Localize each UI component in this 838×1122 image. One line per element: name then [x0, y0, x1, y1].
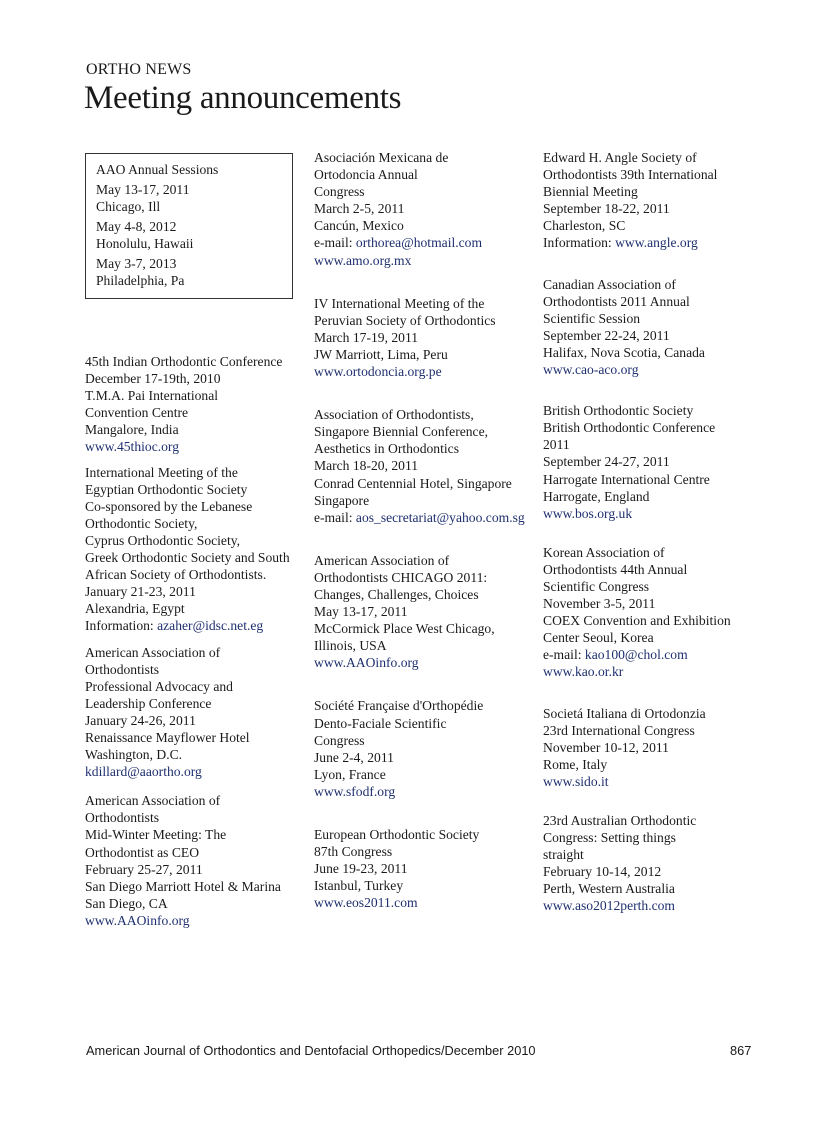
meeting-line: Mid-Winter Meeting: The: [85, 827, 227, 843]
meeting-line: Dento-Faciale Scientific: [314, 715, 447, 731]
meeting-line: March 18-20, 2011: [314, 458, 419, 474]
meeting-line: Aesthetics in Orthodontics: [314, 441, 459, 457]
meeting-line: 2011: [543, 437, 570, 453]
meeting-line: Orthodontists 39th International: [543, 167, 718, 183]
meeting-line: COEX Convention and Exhibition: [543, 613, 731, 629]
meeting-line: Illinois, USA: [314, 638, 387, 654]
column-1: [85, 353, 307, 929]
meeting-line: Orthodontist as CEO: [85, 844, 200, 860]
meeting-line: 87th Congress: [314, 844, 393, 860]
meeting-line: Halifax, Nova Scotia, Canada: [543, 344, 705, 360]
meeting-entry: [85, 644, 307, 781]
meeting-line: Cyprus Orthodontic Society,: [85, 532, 241, 548]
meeting-entry: [543, 705, 765, 790]
meeting-line-label: e-mail:: [543, 647, 585, 663]
meeting-line: McCormick Place West Chicago,: [314, 621, 495, 637]
meeting-line: Orthodontists 2011 Annual: [543, 293, 690, 309]
meeting-line: June 19-23, 2011: [314, 861, 408, 877]
meeting-line: [314, 509, 536, 526]
meeting-link[interactable]: www.eos2011.com: [314, 895, 418, 911]
meeting-line: Renaissance Mayflower Hotel: [85, 729, 250, 745]
meeting-line: [85, 617, 307, 634]
meeting-link[interactable]: www.sido.it: [543, 773, 609, 789]
meeting-line: San Diego Marriott Hotel & Marina: [85, 878, 281, 894]
meeting-line: Orthodontists 44th Annual: [543, 561, 688, 577]
meeting-line: Orthodontists CHICAGO 2011:: [314, 569, 488, 585]
meeting-line: Harrogate International Centre: [543, 471, 710, 487]
meeting-line: Ortodoncia Annual: [314, 167, 418, 183]
meeting-link[interactable]: www.kao.or.kr: [543, 664, 624, 680]
meeting-line: [543, 234, 765, 251]
meeting-line: September 22-24, 2011: [543, 327, 670, 343]
aao-box-dates: May 4-8, 2012: [96, 219, 177, 234]
section-kicker: ORTHO NEWS: [86, 61, 192, 78]
meeting-line: straight: [543, 847, 584, 863]
meeting-line: Edward H. Angle Society of: [543, 150, 697, 165]
footer-page-number: 867: [730, 1043, 752, 1058]
meeting-link[interactable]: kao100@chol.com: [584, 647, 688, 663]
meeting-line: Scientific Congress: [543, 578, 650, 594]
meeting-line: Singapore: [314, 492, 370, 508]
meeting-entry: [85, 792, 307, 929]
meeting-line: Changes, Challenges, Choices: [314, 586, 479, 602]
meeting-link[interactable]: www.sfodf.org: [314, 783, 396, 799]
meeting-line: Professional Advocacy and: [85, 678, 233, 694]
meeting-line: British Orthodontic Society: [543, 403, 694, 419]
meeting-line: [314, 234, 536, 251]
meeting-line: Orthodontists: [85, 661, 160, 677]
meeting-line: American Association of: [314, 552, 450, 568]
meeting-line: November 3-5, 2011: [543, 596, 656, 612]
aao-box-location: Chicago, Ill: [96, 199, 161, 214]
meeting-entry: [314, 826, 536, 911]
meeting-line: International Meeting of the: [85, 464, 238, 480]
meeting-link[interactable]: www.ortodoncia.org.pe: [314, 364, 442, 380]
column-3: [543, 149, 765, 915]
meeting-line: Orthodontists: [85, 810, 160, 826]
column-2: [314, 149, 536, 911]
meeting-line: January 24-26, 2011: [85, 712, 196, 728]
meeting-line: Co-sponsored by the Lebanese: [85, 498, 253, 514]
meeting-line-label: e-mail:: [314, 235, 356, 251]
meeting-line: Perth, Western Australia: [543, 881, 675, 897]
meeting-line: February 10-14, 2012: [543, 864, 662, 880]
meeting-line: Asociación Mexicana de: [314, 150, 449, 165]
meeting-line: American Association of: [85, 793, 221, 809]
meeting-line: African Society of Orthodontists.: [85, 567, 267, 583]
meeting-line: September 18-22, 2011: [543, 201, 670, 217]
meeting-link[interactable]: kdillard@aaortho.org: [85, 764, 202, 780]
meeting-entry: [543, 544, 765, 681]
aao-box-dates: May 13-17, 2011: [96, 182, 190, 197]
page-title: Meeting announcements: [84, 80, 402, 116]
meeting-line: September 24-27, 2011: [543, 454, 670, 470]
meeting-line: March 17-19, 2011: [314, 329, 419, 345]
meeting-line: Lyon, France: [314, 766, 386, 782]
meeting-link[interactable]: azaher@idsc.net.eg: [157, 618, 264, 634]
meeting-link[interactable]: aos_secretariat@yahoo.com.sg: [355, 509, 525, 525]
meeting-line: Canadian Association of: [543, 276, 676, 292]
meeting-line: Korean Association of: [543, 544, 665, 560]
meeting-line: November 10-12, 2011: [543, 739, 669, 755]
meeting-link[interactable]: www.AAOinfo.org: [85, 912, 190, 928]
meeting-line: March 2-5, 2011: [314, 201, 405, 217]
meeting-line: Conrad Centennial Hotel, Singapore: [314, 475, 512, 491]
meeting-link[interactable]: www.bos.org.uk: [543, 505, 633, 521]
meeting-link[interactable]: www.AAOinfo.org: [314, 655, 419, 671]
meeting-line: Société Française d'Orthopédie: [314, 698, 484, 714]
meeting-line: 23rd Australian Orthodontic: [543, 813, 697, 828]
meeting-entry: [314, 295, 536, 380]
aao-box-entry: [96, 181, 292, 215]
meeting-line: Alexandria, Egypt: [85, 601, 185, 617]
meeting-line-label: e-mail:: [314, 509, 356, 525]
meeting-line: Biennial Meeting: [543, 184, 638, 200]
meeting-line: T.M.A. Pai International: [85, 388, 219, 404]
meeting-entry: [543, 402, 765, 522]
meeting-link[interactable]: orthorea@hotmail.com: [355, 235, 483, 251]
meeting-line: European Orthodontic Society: [314, 827, 480, 842]
meeting-line: Istanbul, Turkey: [314, 878, 404, 894]
meeting-line-label: Information:: [85, 618, 158, 634]
meeting-line: Societá Italiana di Ortodonzia: [543, 705, 706, 721]
meeting-line: Association of Orthodontists,: [314, 407, 474, 423]
aao-box-title: AAO Annual Sessions: [96, 162, 219, 177]
meeting-link[interactable]: www.cao-aco.org: [543, 362, 639, 378]
meeting-entry: [314, 697, 536, 800]
meeting-line: Scientific Session: [543, 310, 641, 326]
meeting-line: Greek Orthodontic Society and South: [85, 550, 290, 566]
meeting-line: Harrogate, England: [543, 488, 650, 504]
meeting-line: Singapore Biennial Conference,: [314, 424, 489, 440]
meeting-line: Washington, D.C.: [85, 747, 183, 763]
meeting-link[interactable]: www.angle.org: [615, 235, 698, 251]
meeting-line: Leadership Conference: [85, 695, 212, 711]
meeting-line: American Association of: [85, 644, 221, 660]
meeting-line: 23rd International Congress: [543, 722, 695, 738]
meeting-link[interactable]: www.aso2012perth.com: [543, 898, 676, 914]
meeting-line: JW Marriott, Lima, Peru: [314, 346, 448, 362]
aao-sessions-box: [85, 153, 293, 299]
aao-box-entry: [96, 255, 292, 289]
meeting-line: Rome, Italy: [543, 756, 608, 772]
footer-journal-citation: American Journal of Orthodontics and Dentofacial Orthopedics/December 2010: [86, 1043, 536, 1058]
meeting-entry: [85, 353, 307, 456]
meeting-line: Congress: [314, 732, 365, 748]
meeting-line: British Orthodontic Conference: [543, 420, 716, 436]
meeting-line: May 13-17, 2011: [314, 604, 408, 620]
meeting-entry: [543, 276, 765, 379]
meeting-line: Cancún, Mexico: [314, 218, 404, 234]
meeting-line: 45th Indian Orthodontic Conference: [85, 354, 283, 369]
meeting-line: January 21-23, 2011: [85, 584, 196, 600]
meeting-line: Orthodontic Society,: [85, 515, 198, 531]
meeting-line: Mangalore, India: [85, 422, 179, 438]
meeting-line: Peruvian Society of Orthodontics: [314, 312, 496, 328]
meeting-line: IV International Meeting of the: [314, 295, 485, 311]
meeting-entry: [85, 464, 307, 635]
meeting-line: [543, 646, 765, 663]
meeting-line: Convention Centre: [85, 405, 189, 421]
meeting-entry: [314, 552, 536, 672]
meeting-link[interactable]: www.amo.org.mx: [314, 252, 412, 268]
meeting-entry: [314, 406, 536, 526]
meeting-line: Charleston, SC: [543, 218, 626, 234]
meeting-line-label: Information:: [543, 235, 616, 251]
meeting-link[interactable]: www.45thioc.org: [85, 439, 180, 455]
meeting-line: December 17-19th, 2010: [85, 371, 221, 387]
aao-box-entry: [96, 218, 292, 252]
meeting-entry: [543, 149, 765, 252]
meeting-line: June 2-4, 2011: [314, 749, 394, 765]
meeting-entry: [543, 812, 765, 915]
meeting-line: Congress: [314, 184, 365, 200]
meeting-line: Center Seoul, Korea: [543, 630, 654, 646]
meeting-line: February 25-27, 2011: [85, 861, 203, 877]
aao-box-dates: May 3-7, 2013: [96, 256, 177, 271]
meeting-entry: [314, 149, 536, 269]
meeting-line: Egyptian Orthodontic Society: [85, 481, 248, 497]
aao-box-location: Honolulu, Hawaii: [96, 236, 194, 251]
aao-box-location: Philadelphia, Pa: [96, 273, 185, 288]
meeting-line: San Diego, CA: [85, 895, 168, 911]
meeting-line: Congress: Setting things: [543, 830, 676, 846]
